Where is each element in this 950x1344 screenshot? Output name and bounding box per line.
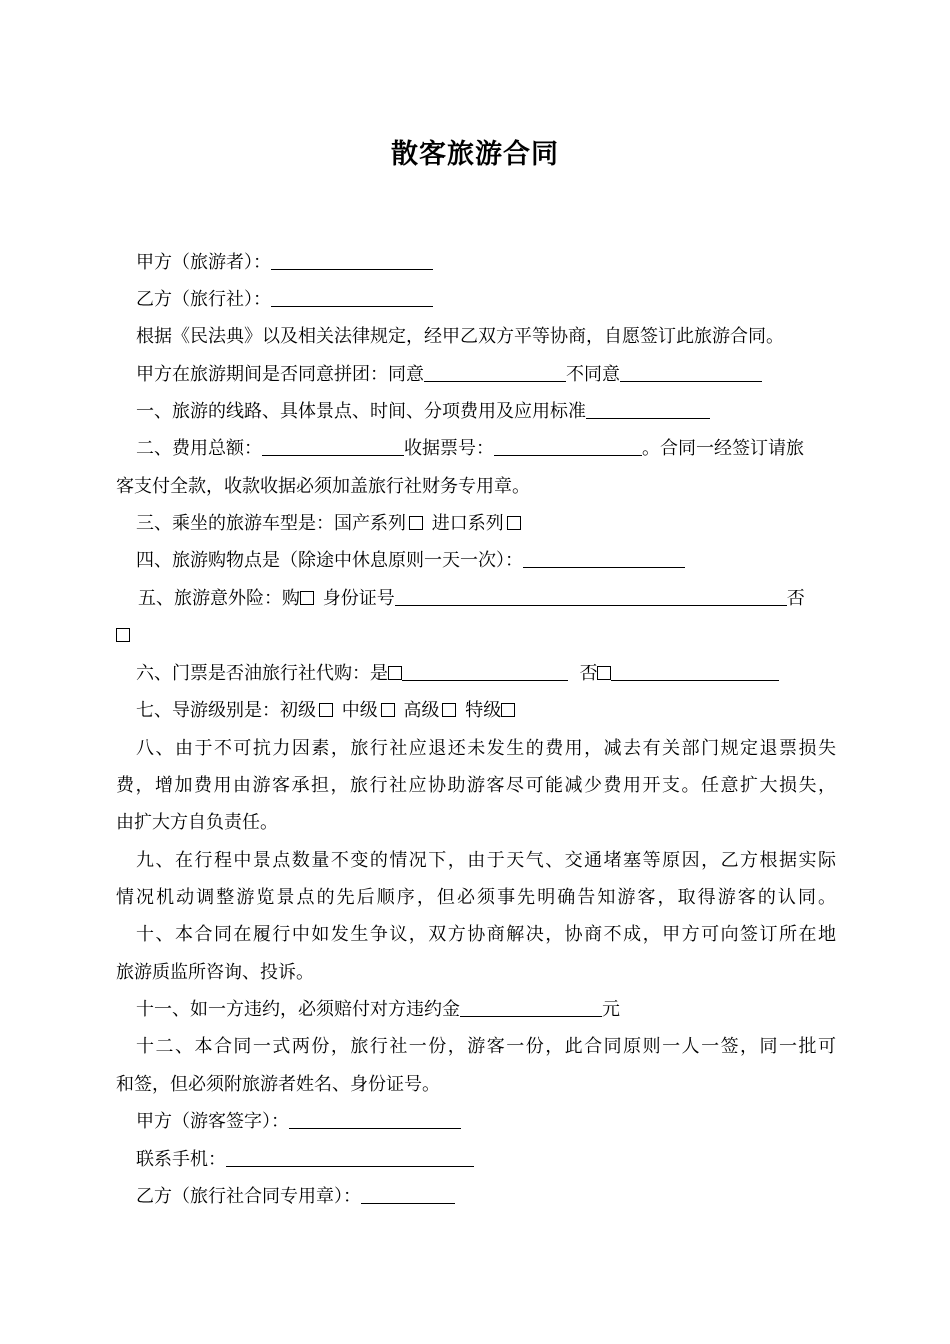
guide-mid-checkbox[interactable] [381, 703, 395, 717]
signature-a-line [116, 1110, 856, 1134]
clause-2-line-1 [116, 437, 856, 461]
signature-a-blank[interactable] [289, 1110, 461, 1129]
clause-3 [116, 512, 856, 536]
ticket-yes-checkbox[interactable] [388, 666, 402, 680]
vehicle-import-label: 进口系列 [431, 513, 504, 534]
party-a-label: 甲方（旅游者）： [136, 252, 271, 273]
guide-senior-label: 高级 [403, 700, 440, 721]
guide-junior-label: 七、导游级别是：初级 [136, 700, 316, 721]
group-disagree-label: 不同意 [566, 364, 620, 385]
phone-line [116, 1148, 856, 1172]
penalty-label: 十一、如一方违约，必须赔付对方违约金 [136, 999, 460, 1020]
clause-10-line-1: 十、本合同在履行中如发生争议，双方协商解决，协商不成，甲方可向签订所在地 [136, 924, 836, 945]
insurance-buy-checkbox[interactable] [300, 591, 314, 605]
page-title: 散客旅游合同 [391, 139, 559, 170]
intro-text: 根据《民法典》以及相关法律规定，经甲乙双方平等协商，自愿签订此旅游合同。 [136, 326, 784, 347]
guide-junior-checkbox[interactable] [319, 703, 333, 717]
party-b-label: 乙方（旅行社）： [136, 289, 271, 310]
id-number-label: 身份证号 [322, 588, 395, 609]
clause-8-line-1: 八、由于不可抗力因素，旅行社应退还未发生的费用，减去有关部门规定退票损失 [136, 738, 836, 759]
clause-11 [116, 998, 856, 1022]
clause-9-line-1: 九、在行程中景点数量不变的情况下，由于天气、交通堵塞等原因，乙方根据实际 [136, 850, 836, 871]
clause-7 [116, 699, 856, 723]
party-a-line [116, 251, 856, 275]
clause-9-line-2: 情况机动调整游览景点的先后顺序，但必须事先明确告知游客，取得游客的认同。 [116, 887, 836, 908]
domestic-checkbox[interactable] [409, 516, 423, 530]
guide-special-checkbox[interactable] [501, 703, 515, 717]
clause-5 [116, 587, 856, 611]
clause-2-text: 。合同一经签订请旅 [642, 438, 804, 459]
group-agree-blank[interactable] [424, 363, 566, 382]
guide-mid-label: 中级 [341, 700, 378, 721]
clause-1 [116, 400, 856, 424]
penalty-unit: 元 [602, 999, 620, 1020]
signature-a-label: 甲方（游客签字）： [136, 1111, 289, 1132]
signature-b-blank[interactable] [361, 1185, 455, 1204]
clause-8-line-2: 费，增加费用由游客承担，旅行社应协助游客尽可能减少费用开支。任意扩大损失， [116, 775, 836, 796]
signature-b-line [116, 1185, 856, 1209]
clause-8-line-3: 由扩大方自负责任。 [116, 812, 278, 833]
party-a-blank[interactable] [271, 251, 433, 270]
total-fee-label: 二、费用总额： [136, 438, 262, 459]
insurance-label: 五、旅游意外险：购 [138, 588, 300, 609]
party-b-blank[interactable] [271, 288, 433, 307]
ticket-no-blank[interactable] [611, 662, 779, 681]
clause-10-line-2: 旅游质监所咨询、投诉。 [116, 962, 314, 983]
receipt-no-label: 收据票号： [404, 438, 494, 459]
clause-2-line-2: 客支付全款，收款收据必须加盖旅行社财务专用章。 [116, 476, 530, 497]
id-number-blank[interactable] [395, 587, 787, 606]
clause-6 [116, 662, 856, 686]
clause-1-text: 一、旅游的线路、具体景点、时间、分项费用及应用标准 [136, 401, 586, 422]
import-checkbox[interactable] [507, 516, 521, 530]
signature-b-label: 乙方（旅行社合同专用章）： [136, 1186, 361, 1207]
party-b-line [116, 288, 856, 312]
insurance-no-checkbox[interactable] [116, 628, 130, 642]
phone-label: 联系手机： [136, 1149, 226, 1170]
vehicle-domestic-label: 三、乘坐的旅游车型是：国产系列 [136, 513, 406, 534]
group-disagree-blank[interactable] [620, 363, 762, 382]
clause-4 [116, 549, 856, 573]
clause-1-blank[interactable] [586, 400, 710, 419]
group-tour-question: 甲方在旅游期间是否同意拼团：同意 [136, 364, 424, 385]
insurance-no-label: 否 [786, 588, 805, 609]
ticket-label: 六、门票是否油旅行社代购：是 [136, 663, 388, 684]
guide-senior-checkbox[interactable] [442, 703, 456, 717]
ticket-no-checkbox[interactable] [597, 666, 611, 680]
receipt-no-blank[interactable] [494, 437, 642, 456]
phone-blank[interactable] [226, 1148, 474, 1167]
shopping-label: 四、旅游购物点是（除途中休息原则一天一次）： [136, 550, 523, 571]
guide-special-label: 特级 [465, 700, 502, 721]
clause-12-line-2: 和签，但必须附旅游者姓名、身份证号。 [116, 1074, 440, 1095]
shopping-blank[interactable] [523, 549, 685, 568]
penalty-blank[interactable] [460, 998, 602, 1017]
clause-5-line-2 [116, 624, 836, 648]
group-tour-line [116, 363, 856, 387]
ticket-yes-blank[interactable] [402, 662, 568, 681]
clause-12-line-1: 十二、本合同一式两份，旅行社一份，游客一份，此合同原则一人一签，同一批可 [136, 1036, 836, 1057]
ticket-no-label: 否 [579, 663, 598, 684]
total-fee-blank[interactable] [262, 437, 404, 456]
